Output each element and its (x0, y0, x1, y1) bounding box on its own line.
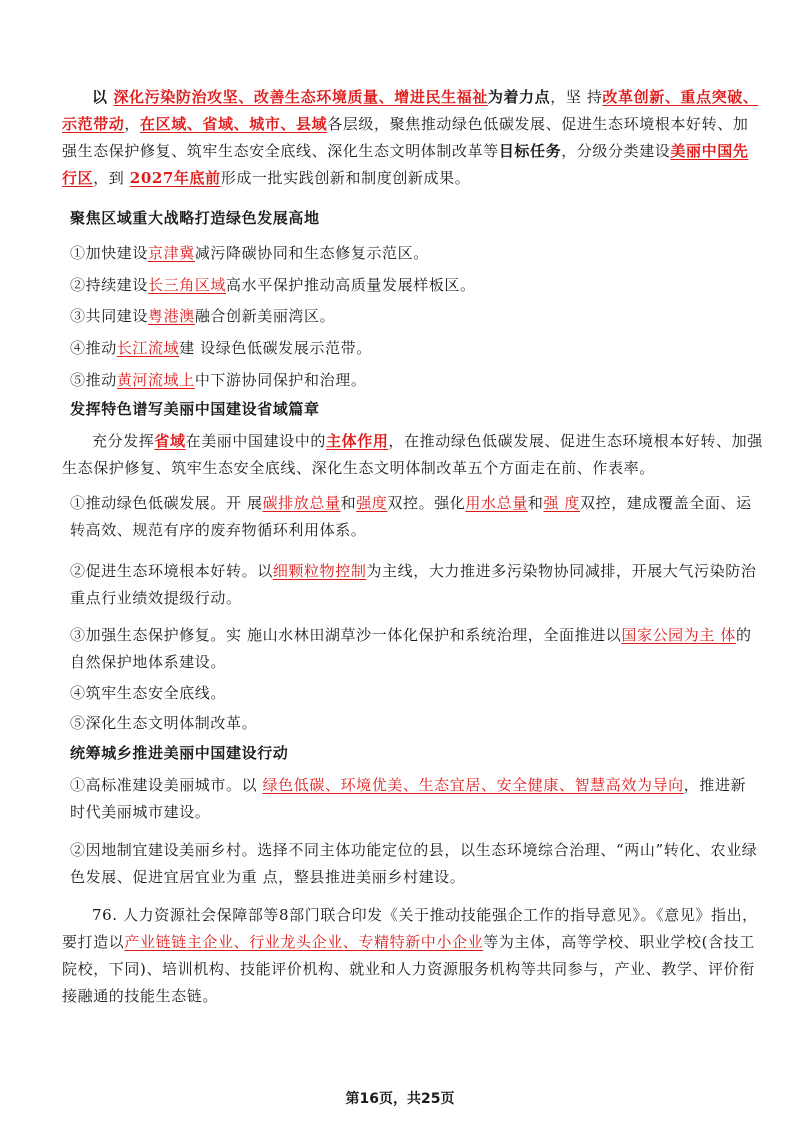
text-run: ，分级分类建设 (561, 142, 671, 160)
highlight-text: 强度 (356, 494, 388, 512)
highlight-text: 深化污染防治攻坚、改善生态环境质量、增进民生福祉 (113, 88, 488, 106)
highlight-text: 主 体 (699, 626, 736, 644)
highlight-text: 碳排放总量 (262, 494, 341, 512)
section-heading: 发挥特色谱写美丽中国建设省域篇章 (70, 400, 320, 418)
page-number: 第16页，共25页 (345, 1091, 455, 1107)
highlight-text: 产业链链主企业、行业龙头企业、专精特新中小企业 (124, 933, 484, 951)
text-run: ③共同建设 (70, 307, 149, 325)
highlight-text: 主体作用 (326, 432, 389, 450)
highlight-text: 用水总量 (465, 494, 528, 512)
intro-paragraph (62, 84, 764, 192)
text-run: ④推动 (70, 339, 117, 357)
list-item (70, 240, 760, 267)
list-item: ⑤深化生态文明体制改革。 (70, 714, 258, 732)
body-paragraph (70, 558, 760, 612)
highlight-text: 国家公园 (621, 626, 684, 644)
text-run: ②持续建设 (70, 276, 149, 294)
highlight-text: 改革创新、重点突破、示范带动 (62, 88, 759, 133)
body-paragraph (62, 428, 764, 482)
text-run: ，坚 持 (550, 88, 603, 106)
text-run: ，推进新时代美丽城市建设。 (70, 776, 747, 821)
highlight-text: 长三角区域 (148, 276, 227, 294)
text-run: 在美丽中国建设中的 (185, 432, 327, 450)
highlight-text: 长江流域 (116, 339, 180, 357)
highlight-text: 强 度 (543, 494, 581, 512)
text-run: ①推动绿色低碳发展。开 展 (70, 494, 263, 512)
text-run: 和 (527, 494, 544, 512)
text-run: ，到 (93, 169, 130, 187)
text-run: ，在推动绿色低碳发展、促进生态环境根本好转、加强生态保护修复、筑牢生态安全底线、深化生态文明体制改革五个方面走在前、作表率。 (62, 432, 763, 477)
text-run: ， (124, 115, 141, 133)
question-paragraph (62, 902, 764, 1010)
text-run: ②促进生态环境根本好转。以 (70, 562, 273, 580)
text-run: 各层级，聚焦推动绿色低碳发展、促进生态环境根本好转、加强生态保护修复、筑牢生态安全底线、深化生态文明体制改革等 (62, 115, 749, 160)
text-run: 和 (340, 494, 357, 512)
text-run: 形成一批实践创新和制度创新成果。 (220, 169, 471, 187)
list-item (70, 303, 760, 330)
list-item (70, 335, 760, 362)
highlight-text: 美丽中国先行区 (62, 142, 749, 187)
list-item (70, 272, 760, 299)
text-run: 的自然保护地体系建设。 (70, 626, 752, 671)
highlight-text: 细颗粒物控制 (272, 562, 367, 580)
text-run: 双控。强化 (387, 494, 466, 512)
body-paragraph (70, 772, 760, 826)
text-run: 融合创新美丽湾区。 (194, 307, 336, 325)
section-heading: 聚焦区域重大战略打造绿色发展高地 (70, 209, 320, 227)
text-run: 中下游协同保护和治理。 (194, 371, 367, 389)
highlight-text: 为 (683, 626, 700, 644)
text-run: 充分发挥 (92, 432, 155, 450)
body-paragraph: ②因地制宜建设美丽乡村。选择不同主体功能定位的县，以生态环境综合治理、“两山”转化、农业绿色发展、促进宜居宜业为重 点，整县推进美丽乡村建设。 (70, 841, 758, 886)
text-run: 为主线，大力推进多污染物协同减排，开展大气污染防治重点行业绩效提级行动。 (70, 562, 757, 607)
list-item (70, 367, 760, 394)
highlight-text: 在区域、省域、城市、县域 (140, 115, 328, 133)
text-run: ③加强生态保护修复。实 施山水林田湖草沙一体化保护和系统治理，全面推进以 (70, 626, 622, 644)
highlight-text: 黄河流域上 (116, 371, 195, 389)
body-paragraph (70, 622, 760, 676)
highlight-text: 粤港澳 (148, 307, 195, 325)
text-run: 等为主体，高等学校、职业学校(含技工院校，下同)、培训机构、技能评价机构、就业和人力资源服务机构等共同参与，产业、教学、评价衔接融通的技能生态链。 (62, 933, 755, 1005)
highlight-text: 京津冀 (148, 244, 195, 262)
text-run: ⑤推动 (70, 371, 117, 389)
text-run: 减污降碳协同和生态修复示范区。 (194, 244, 429, 262)
text-run: ①加快建设 (70, 244, 149, 262)
highlight-text: 绿色低碳、环境优美、生态宜居、安全健康、智慧高效为导向 (262, 776, 684, 794)
bold-text: 为着力点 (487, 88, 551, 106)
body-paragraph (70, 490, 760, 544)
text-run: 76. 人力资源社会保障部等8部门联合印发《关于推动技能强企工作的指导意见》。《意见》指出，要打造以 (62, 906, 758, 951)
text-run: 以 (92, 88, 114, 106)
highlight-text: 省域 (154, 432, 186, 450)
text-run: 建 设绿色低碳发展示范带。 (179, 339, 372, 357)
list-item: ④筑牢生态安全底线。 (70, 684, 227, 702)
text-run: 高水平保护推动高质量发展样板区。 (226, 276, 476, 294)
text-run: 双控，建成覆盖全面、运转高效、规范有序的废弃物循环利用体系。 (70, 494, 752, 539)
bold-text: 目标任务 (498, 142, 562, 160)
highlight-text: 2027年底前 (129, 169, 221, 187)
text-run: ①高标准建设美丽城市。以 (70, 776, 263, 794)
section-heading: 统筹城乡推进美丽中国建设行动 (70, 744, 289, 762)
